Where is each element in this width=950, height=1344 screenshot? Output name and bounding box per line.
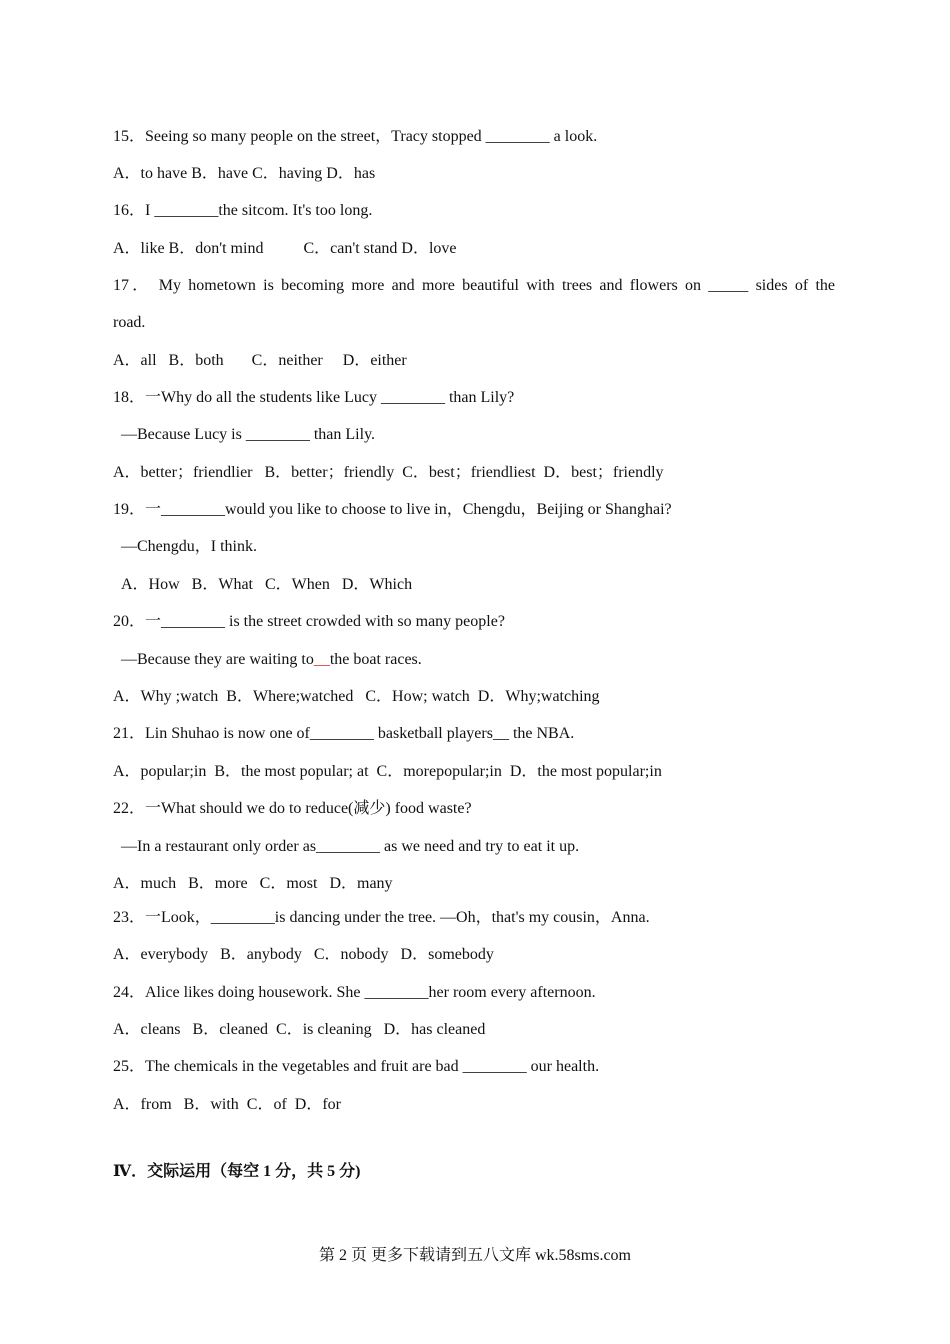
page-footer: 第 2 页 更多下载请到五八文库 wk.58sms.com — [318, 1247, 631, 1264]
question-20-reply — [121, 650, 422, 670]
options-17: A．all B．both C．neither D．either — [113, 352, 407, 369]
reply-text-end: the boat races. — [329, 651, 422, 668]
options-20: A．Why ;watch B．Where;watched C．How; watch D．Why;watching — [113, 688, 600, 705]
question-15: 15．Seeing so many people on the street，Tracy stopped ________ a look. — [113, 128, 598, 145]
options-24: A．cleans B．cleaned C．is cleaning D．has cleaned — [113, 1021, 486, 1038]
question-18: 18．一Why do all the students like Lucy ________ than Lily? — [113, 389, 515, 406]
section-heading: Ⅳ．交际运用（每空 1 分，共 5 分) — [113, 1163, 361, 1180]
question-17-cont: road. — [113, 314, 146, 331]
options-23: A．everybody B．anybody C．nobody D．somebody — [113, 946, 494, 963]
question-24: 24．Alice likes doing housework. She ________her room every afternoon. — [113, 984, 596, 1001]
reply-text-start: —Because they are waiting to — [121, 651, 314, 668]
question-23: 23．一Look，________is dancing under the tree. —Oh，that's my cousin，Anna. — [113, 909, 650, 926]
red-blank: __ — [313, 651, 330, 668]
options-25: A．from B．with C．of D．for — [113, 1096, 341, 1113]
question-18-reply: —Because Lucy is ________ than Lily. — [121, 426, 376, 443]
question-17: 17． My hometown is becoming more and more beautiful with trees and flowers on _____ sides of the — [113, 277, 835, 294]
question-21: 21．Lin Shuhao is now one of________ basketball players__ the NBA. — [113, 725, 575, 742]
options-21: A．popular;in B．the most popular; at C．morepopular;in D．the most popular;in — [113, 763, 662, 780]
question-16: 16．I ________the sitcom. It's too long. — [113, 202, 373, 219]
options-18: A．better；friendlier B．better；friendly C．best；friendliest D．best；friendly — [113, 464, 664, 481]
question-22: 22．一What should we do to reduce(减少) food waste? — [113, 800, 472, 817]
options-19: A．How B．What C．When D．Which — [121, 576, 413, 593]
question-20: 20．一________ is the street crowded with so many people? — [113, 613, 505, 630]
question-25: 25．The chemicals in the vegetables and fruit are bad ________ our health. — [113, 1058, 600, 1075]
question-19: 19．一________would you like to choose to live in，Chengdu，Beijing or Shanghai? — [113, 501, 672, 518]
question-19-reply: —Chengdu，I think. — [121, 538, 257, 555]
question-22-reply: —In a restaurant only order as________ as we need and try to eat it up. — [121, 838, 580, 855]
options-15: A．to have B．have C．having D．has — [113, 165, 376, 182]
options-22: A．much B．more C．most D．many — [113, 875, 393, 892]
options-16: A．like B．don't mind C．can't stand D．love — [113, 240, 457, 257]
